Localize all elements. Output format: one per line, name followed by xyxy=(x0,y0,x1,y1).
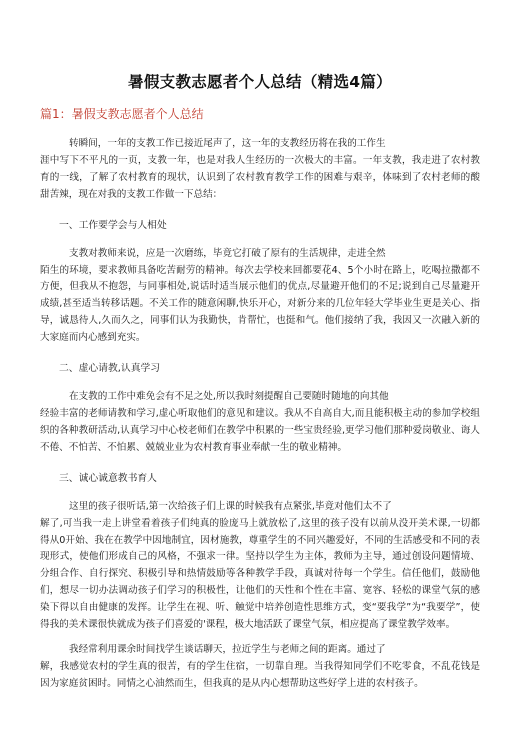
paragraph-intro xyxy=(40,136,480,204)
paragraph-body: 经验丰富的老师请教和学习,虚心听取他们的意见和建议。我从不自高自大,而且能积极主动的参加学校组织的各种教研活动,认真学习中心校老师们在教学中积累的一些宝贵经验,更学习他们那种爱岗敬业、诲人不倦、不怕苦、不怕累、兢兢业业为农村教育事业奉献一生的敬业精神。 xyxy=(40,407,480,453)
paragraph-first-line: 转瞬间，一年的支教工作已接近尾声了，这一年的支教经历将在我的工作生 xyxy=(69,138,386,149)
paragraph-first-line: 支教对教师来说，应是一次磨练，毕竟它打破了原有的生活规律，走进全然 xyxy=(69,247,386,259)
section-heading-2: 二、虚心请教,认真学习 xyxy=(59,363,161,375)
paragraph-body: 解了,可当我一走上讲堂看着孩子们纯真的脸庞马上就放松了,这里的孩子没有以前从没开美术课,一切都得从0开始、我在在教学中因地制宜，因材施教，尊重学生的不同兴趣爱好，不同的生活感受和不同的表现形式，使他们形成自己的风格，不强求一律。坚持以学生为主体，教师为主导，通过创设问题情境、分组合作、自行探究、积极引导和热情鼓励等各种教学手段，真诚对待每一个学生。信任他们，鼓励他们，想尽一切办法调动孩子们学习的积极性，让他们的天性和个性在丰富、宽容、轻松的课堂气氛的感染下得以自由健康的发挥。让学生在视、听、触觉中培养创造性思维方式，变“要我学”为“我要学”，使得我的美术课很快就成为孩子们喜爱的'课程，极大地活跃了课堂气氛，相应提高了课堂教学效率。 xyxy=(40,517,480,631)
paragraph-section-2 xyxy=(40,389,480,457)
paragraph-section-3 xyxy=(40,499,480,634)
paragraph-first-line: 我经常利用课余时间找学生谈话聊天，拉近学生与老师之间的距离。通过了 xyxy=(69,643,386,655)
chapter-title: 篇1：暑假支教志愿者个人总结 xyxy=(40,107,204,121)
section-heading-1: 一、工作要学会与人相处 xyxy=(59,219,167,231)
paragraph-section-3b xyxy=(40,642,480,693)
paragraph-body: 涯中写下不平凡的一页，支教一年，也是对我人生经历的一次极大的丰富。一年支教，我走进了农村教育的一线，了解了农村教育的现状，认识到了农村教育教学工作的困难与艰辛，体味到了农村老师的酸甜苦辣，现在对我的支教工作做一下总结： xyxy=(40,154,480,200)
paragraph-first-line: 这里的孩子很听话,第一次给孩子们上课的时候我有点紧张,毕竟对他们太不了 xyxy=(69,500,392,512)
paragraph-section-1 xyxy=(40,246,480,347)
paragraph-body: 陌生的环境，要求教师具备吃苦耐劳的精神。每次去学校来回都要花4、5个小时在路上，吃喝拉撒都不方便，但我从不抱怨，与同事相处,说话时适当展示他们的优点,尽量避开他们的不足;说到自己尽量避开成绩,甚至适当转移话题。不关工作的随意闲聊,快乐开心，对新分来的几位年轻大学毕业生更是关心、指导，诚恳待人,久而久之，同事们认为我勤快，肯帮忙，也挺和气。他们接纳了我，我因又一次融入新的大家庭而内心感到充实。 xyxy=(40,264,480,344)
section-heading-3: 三、诚心诚意教书育人 xyxy=(59,472,157,484)
paragraph-body: 解，我感觉农村的学生真的很苦，有的学生住宿，一切靠自理。当我得知同学们不吃零食，不乱花钱是因为家庭贫困时。同情之心油然而生，但我真的是从内心想帮助这些好学上进的农村孩子。 xyxy=(40,660,480,689)
paragraph-first-line: 在支教的工作中难免会有不足之处,所以我时刻提醒自己要随时随地的向其他 xyxy=(69,391,389,403)
document-title: 暑假支教志愿者个人总结（精选4篇） xyxy=(128,73,392,91)
